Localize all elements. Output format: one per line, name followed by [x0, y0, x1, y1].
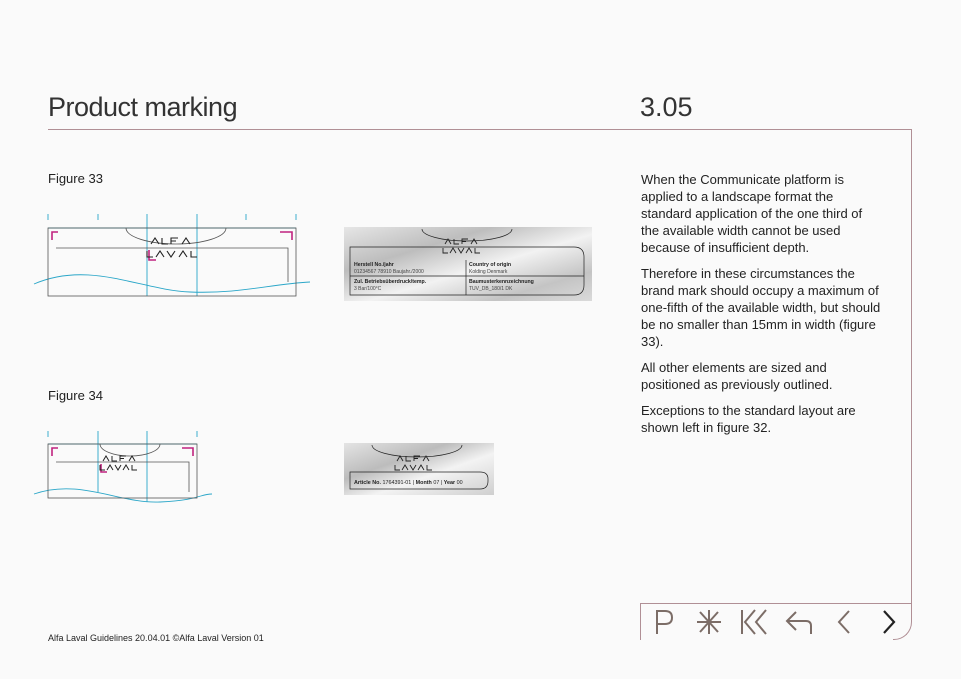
figure-34-label: Figure 34 — [48, 388, 103, 403]
month-label: Month — [415, 480, 432, 486]
plate-cell-value: Kolding Denmark — [469, 269, 508, 275]
svg-text:Article No. 1764391-01: Article No. 1764391-01 | Month 07 | Year 00 — [354, 480, 463, 486]
contents-button[interactable] — [689, 605, 729, 639]
plate-cell-value: 01234567 78910 Baujahr./2000 — [354, 269, 424, 275]
body-paragraph: Therefore in these circumstances the brand mark should occupy a maximum of one-fifth of the available width, but should be no smaller than 15mm in width (figure 33). — [641, 266, 881, 349]
plate-cell-value: TUV_DB_180/1 DK — [469, 286, 513, 292]
body-paragraph: All other elements are sized and positioned as previously outlined. — [641, 360, 833, 392]
figure-33-diagram — [30, 210, 320, 302]
double-chevron-left-icon — [739, 608, 769, 636]
navigation-bar — [640, 603, 912, 640]
header-rule — [48, 129, 912, 130]
figure-33-label: Figure 33 — [48, 171, 103, 186]
back-arrow-icon — [784, 608, 814, 636]
plate-cell-value: 3 Bar/100°C — [354, 286, 382, 292]
figure-34-diagram — [30, 428, 220, 508]
product-plate-small — [344, 443, 494, 495]
right-rule — [911, 129, 912, 621]
plate-cell-heading: Baumusterkennzeichnung — [469, 279, 534, 285]
article-value: 1764391-01 — [382, 480, 412, 486]
plate-cell-heading: Herstell No./jahr — [354, 262, 394, 268]
year-value: 00 — [456, 480, 463, 486]
month-value: 07 — [433, 480, 440, 486]
page-title: Product marking — [48, 92, 238, 122]
footer-text: Alfa Laval Guidelines 20.04.01 ©Alfa Laval Version 01 — [48, 633, 264, 643]
year-label: Year — [443, 480, 456, 486]
print-button[interactable] — [644, 605, 684, 639]
product-plate-large — [344, 227, 592, 301]
asterisk-icon — [695, 608, 723, 636]
body-paragraph: Exceptions to the standard layout are shown left in figure 32. — [641, 403, 856, 435]
plate-cell-heading: Zul. Betriebsüberdruck/temp. — [354, 279, 427, 285]
back-button[interactable] — [779, 605, 819, 639]
article-label: Article No. — [354, 480, 381, 486]
plate-cell-heading: Country of origin — [469, 262, 512, 268]
previous-page-button[interactable] — [824, 605, 864, 639]
p-icon — [652, 608, 676, 636]
body-paragraph: When the Communicate platform is applied to a landscape format the standard application of the one third of the available width cannot be used because of insufficient depth. — [641, 172, 863, 255]
section-number: 3.05 — [640, 92, 693, 122]
body-text — [641, 171, 881, 445]
chevron-left-icon — [834, 608, 854, 636]
first-page-button[interactable] — [734, 605, 774, 639]
